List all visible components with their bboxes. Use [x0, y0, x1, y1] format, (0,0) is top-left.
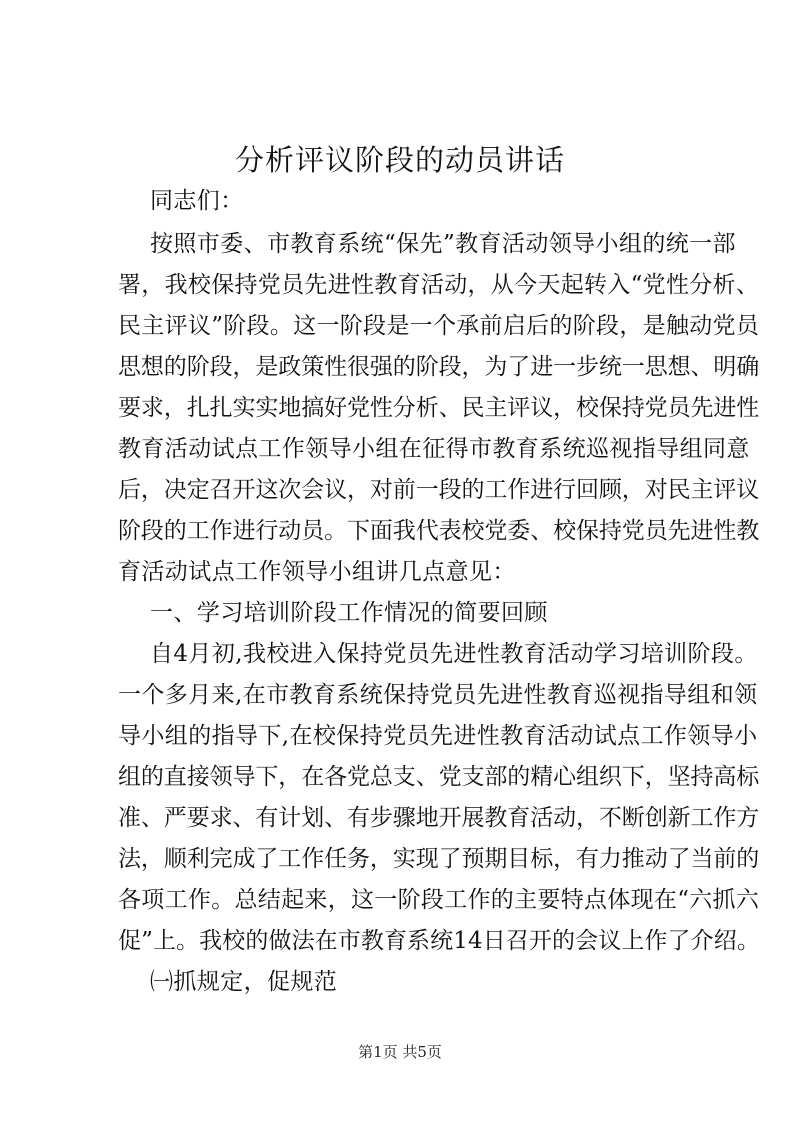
paragraph-line: 署，我校保持党员先进性教育活动，从今天起转入“党性分析、	[118, 272, 760, 298]
paragraph-line: 民主评议”阶段。这一阶段是一个承前启后的阶段，是触动党员	[118, 313, 760, 339]
paragraph-line: 促”上。我校的做法在市教育系统14日召开的会议上作了介绍。	[118, 928, 760, 954]
paragraph-line: 教育活动试点工作领导小组在征得市教育系统巡视指导组同意	[118, 436, 750, 462]
page-footer: 第1页 共5页	[358, 1043, 442, 1061]
document-title: 分析评议阶段的动员讲话	[234, 143, 565, 177]
paragraph-line: 阶段的工作进行动员。下面我代表校党委、校保持党员先进性教	[118, 518, 760, 544]
paragraph-line: 导小组的指导下,在校保持党员先进性教育活动试点工作领导小	[118, 723, 758, 749]
paragraph-line: 法，顺利完成了工作任务，实现了预期目标，有力推动了当前的	[118, 846, 760, 872]
salutation: 同志们：	[150, 188, 244, 214]
paragraph-line: 组的直接领导下，在各党总支、党支部的精心组织下，坚持高标	[118, 764, 760, 790]
paragraph-line: 后，决定召开这次会议，对前一段的工作进行回顾，对民主评议	[118, 477, 760, 503]
paragraph-line: 各项工作。总结起来，这一阶段工作的主要特点体现在“六抓六	[118, 887, 760, 913]
paragraph-line: 准、严要求、有计划、有步骤地开展教育活动，不断创新工作方	[118, 805, 760, 831]
paragraph-line: 自4月初,我校进入保持党员先进性教育活动学习培训阶段。	[150, 641, 758, 667]
paragraph-line: 按照市委、市教育系统“保先”教育活动领导小组的统一部	[150, 231, 736, 257]
paragraph-line: 思想的阶段，是政策性很强的阶段，为了进一步统一思想、明确	[118, 354, 760, 380]
paragraph-line: 育活动试点工作领导小组讲几点意见：	[118, 559, 516, 585]
section-heading: 一、学习培训阶段工作情况的简要回顾	[150, 600, 548, 626]
paragraph-line: 一个多月来,在市教育系统保持党员先进性教育巡视指导组和领	[118, 682, 758, 708]
paragraph-line: 要求，扎扎实实地搞好党性分析、民主评议，校保持党员先进性	[118, 395, 760, 421]
subsection-heading: ㈠抓规定，促规范	[150, 969, 338, 995]
